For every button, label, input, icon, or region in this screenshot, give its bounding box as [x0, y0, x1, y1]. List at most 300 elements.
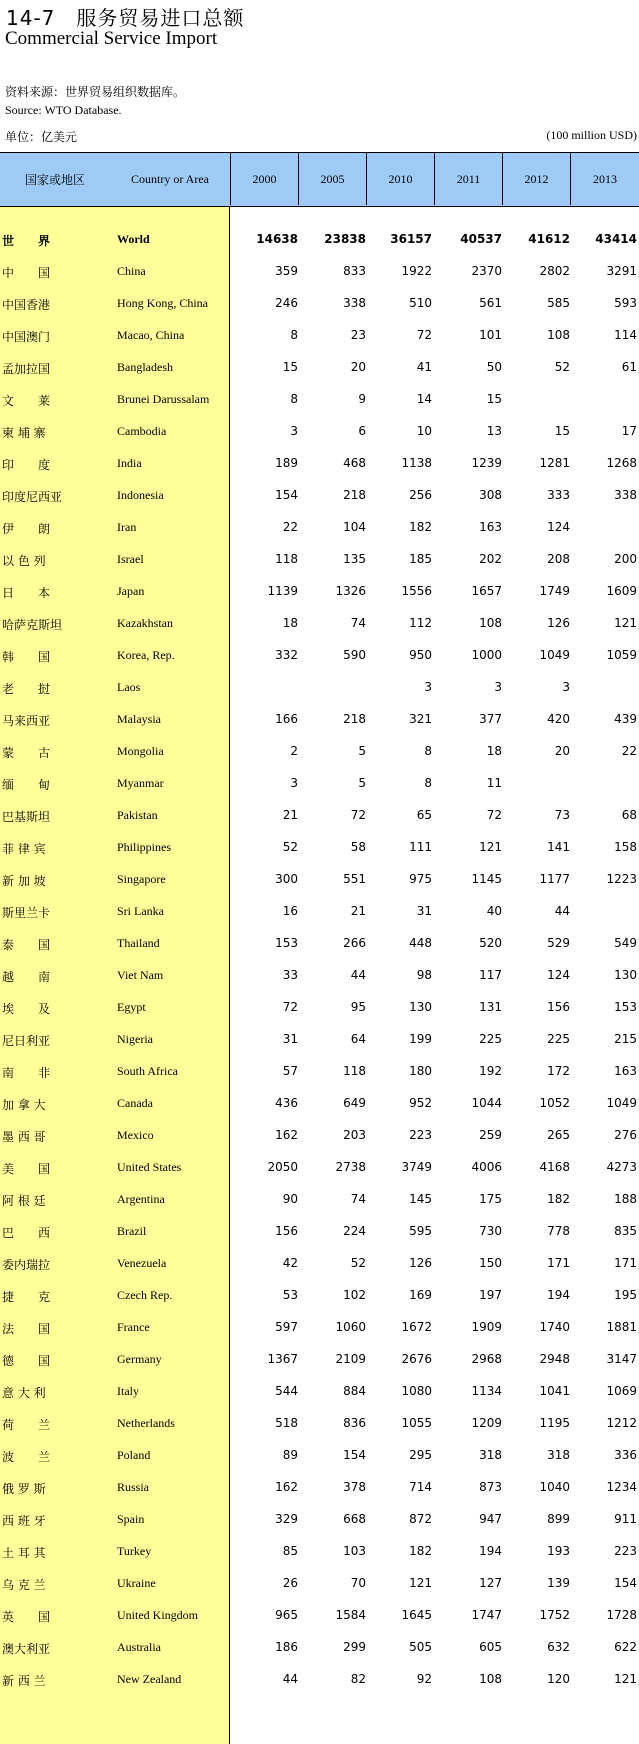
country-name-en: Korea, Rep.	[117, 648, 175, 662]
value-cell: 1922	[401, 264, 432, 278]
table-row	[0, 1640, 639, 1660]
value-cell: 595	[409, 1224, 432, 1238]
value-cell: 17	[621, 424, 637, 438]
country-name-en: Turkey	[117, 1544, 152, 1558]
value-cell: 18	[282, 616, 298, 630]
value-cell: 3	[562, 680, 570, 694]
value-cell: 1209	[471, 1416, 502, 1430]
value-cell: 120	[547, 1672, 570, 1686]
value-cell: 33	[282, 968, 298, 982]
table-row	[0, 392, 639, 412]
value-cell: 171	[614, 1256, 637, 1270]
header-year: 2005	[298, 153, 366, 205]
value-cell: 1049	[606, 1096, 637, 1110]
country-name-cn: 巴 西	[2, 1226, 51, 1240]
value-cell: 223	[614, 1544, 637, 1558]
table-row	[0, 1384, 639, 1404]
value-cell: 108	[479, 1672, 502, 1686]
country-name-en: Germany	[117, 1352, 162, 1366]
value-cell: 111	[409, 840, 432, 854]
country-name-en: Ukraine	[117, 1576, 156, 1590]
value-cell: 53	[282, 1288, 298, 1302]
value-cell: 199	[409, 1032, 432, 1046]
value-cell: 1069	[606, 1384, 637, 1398]
value-cell: 85	[282, 1544, 298, 1558]
value-cell: 299	[343, 1640, 366, 1654]
table-row	[0, 936, 639, 956]
value-cell: 3749	[401, 1160, 432, 1174]
value-cell: 16	[282, 904, 298, 918]
value-cell: 4006	[471, 1160, 502, 1174]
country-name-cn: 柬 埔 寨	[2, 426, 46, 440]
value-cell: 1195	[539, 1416, 570, 1430]
value-cell: 1609	[606, 584, 637, 598]
country-name-cn: 巴基斯坦	[2, 810, 51, 824]
value-cell: 124	[547, 520, 570, 534]
country-name-cn: 缅 甸	[2, 778, 51, 792]
value-cell: 3	[290, 424, 298, 438]
value-cell: 911	[614, 1512, 637, 1526]
value-cell: 833	[343, 264, 366, 278]
table-row	[0, 1320, 639, 1340]
value-cell: 31	[416, 904, 432, 918]
value-cell: 36157	[390, 232, 432, 246]
value-cell: 1749	[539, 584, 570, 598]
table-row	[0, 1128, 639, 1148]
value-cell: 551	[343, 872, 366, 886]
country-name-en: United Kingdom	[117, 1608, 198, 1622]
value-cell: 126	[409, 1256, 432, 1270]
table-row	[0, 488, 639, 508]
value-cell: 1234	[606, 1480, 637, 1494]
value-cell: 40	[486, 904, 502, 918]
value-cell: 44	[350, 968, 366, 982]
value-cell: 162	[275, 1128, 298, 1142]
table-row	[0, 520, 639, 540]
value-cell: 649	[343, 1096, 366, 1110]
value-cell: 359	[275, 264, 298, 278]
country-name-cn: 南 非	[2, 1066, 51, 1080]
value-cell: 1645	[401, 1608, 432, 1622]
value-cell: 202	[479, 552, 502, 566]
value-cell: 872	[409, 1512, 432, 1526]
table-row	[0, 1032, 639, 1052]
value-cell: 154	[275, 488, 298, 502]
table-row	[0, 904, 639, 924]
value-cell: 378	[343, 1480, 366, 1494]
table-row	[0, 552, 639, 572]
value-cell: 2	[290, 744, 298, 758]
value-cell: 26	[282, 1576, 298, 1590]
value-cell: 1145	[471, 872, 502, 886]
value-cell: 3	[494, 680, 502, 694]
value-cell: 121	[614, 616, 637, 630]
country-name-cn: 伊 朗	[2, 522, 51, 536]
value-cell: 135	[343, 552, 366, 566]
value-cell: 225	[479, 1032, 502, 1046]
value-cell: 203	[343, 1128, 366, 1142]
value-cell: 622	[614, 1640, 637, 1654]
value-cell: 215	[614, 1032, 637, 1046]
table-title-cn: 14-7 服务贸易进口总额	[6, 6, 245, 30]
value-cell: 1138	[401, 456, 432, 470]
value-cell: 505	[409, 1640, 432, 1654]
value-cell: 265	[547, 1128, 570, 1142]
value-cell: 884	[343, 1384, 366, 1398]
country-name-en: Venezuela	[117, 1256, 167, 1270]
value-cell: 43414	[595, 232, 637, 246]
value-cell: 98	[416, 968, 432, 982]
value-cell: 171	[547, 1256, 570, 1270]
country-name-en: Singapore	[117, 872, 166, 886]
value-cell: 256	[409, 488, 432, 502]
value-cell: 308	[479, 488, 502, 502]
value-cell: 21	[350, 904, 366, 918]
value-cell: 72	[282, 1000, 298, 1014]
value-cell: 73	[554, 808, 570, 822]
value-cell: 42	[282, 1256, 298, 1270]
country-name-cn: 文 莱	[2, 394, 51, 408]
value-cell: 52	[282, 840, 298, 854]
country-name-cn: 蒙 古	[2, 746, 51, 760]
value-cell: 102	[343, 1288, 366, 1302]
value-cell: 50	[486, 360, 502, 374]
header-country-cn: 国家或地区	[24, 172, 85, 187]
table-row	[0, 840, 639, 860]
value-cell: 2802	[539, 264, 570, 278]
value-cell: 64	[350, 1032, 366, 1046]
table-row	[0, 968, 639, 988]
value-cell: 778	[547, 1224, 570, 1238]
table-row	[0, 1256, 639, 1276]
value-cell: 20	[350, 360, 366, 374]
value-cell: 332	[275, 648, 298, 662]
value-cell: 1055	[401, 1416, 432, 1430]
country-name-cn: 以 色 列	[2, 554, 46, 568]
value-cell: 510	[409, 296, 432, 310]
value-cell: 1080	[401, 1384, 432, 1398]
value-cell: 1134	[471, 1384, 502, 1398]
value-cell: 3291	[606, 264, 637, 278]
value-cell: 44	[282, 1672, 298, 1686]
country-name-cn: 世 界	[2, 234, 51, 248]
table-row	[0, 1576, 639, 1596]
table-row	[0, 328, 639, 348]
value-cell: 72	[350, 808, 366, 822]
value-cell: 377	[479, 712, 502, 726]
value-cell: 124	[547, 968, 570, 982]
value-cell: 14	[416, 392, 432, 406]
value-cell: 518	[275, 1416, 298, 1430]
country-name-cn: 孟加拉国	[2, 362, 51, 376]
value-cell: 223	[409, 1128, 432, 1142]
value-cell: 714	[409, 1480, 432, 1494]
value-cell: 163	[479, 520, 502, 534]
table-row	[0, 1160, 639, 1180]
country-name-cn: 新 西 兰	[2, 1674, 46, 1688]
country-name-en: Hong Kong, China	[117, 296, 208, 310]
country-name-en: India	[117, 456, 142, 470]
country-name-cn: 西 班 牙	[2, 1514, 46, 1528]
value-cell: 952	[409, 1096, 432, 1110]
value-cell: 108	[479, 616, 502, 630]
value-cell: 52	[350, 1256, 366, 1270]
table-row	[0, 744, 639, 764]
header-year: 2013	[570, 153, 639, 205]
value-cell: 544	[275, 1384, 298, 1398]
value-cell: 166	[275, 712, 298, 726]
country-name-cn: 美 国	[2, 1162, 51, 1176]
country-name-en: Brunei Darussalam	[117, 392, 210, 406]
value-cell: 193	[547, 1544, 570, 1558]
value-cell: 1326	[335, 584, 366, 598]
value-cell: 108	[547, 328, 570, 342]
table-row	[0, 584, 639, 604]
value-cell: 162	[275, 1480, 298, 1494]
value-cell: 4273	[606, 1160, 637, 1174]
country-name-en: Philippines	[117, 840, 172, 854]
country-name-cn: 斯里兰卡	[2, 906, 51, 920]
value-cell: 8	[424, 776, 432, 790]
table-row	[0, 1000, 639, 1020]
value-cell: 15	[554, 424, 570, 438]
value-cell: 22	[282, 520, 298, 534]
value-cell: 276	[614, 1128, 637, 1142]
data-table	[0, 152, 639, 1744]
value-cell: 947	[479, 1512, 502, 1526]
value-cell: 899	[547, 1512, 570, 1526]
country-name-cn: 印 度	[2, 458, 51, 472]
country-name-en: Bangladesh	[117, 360, 173, 374]
header-year: 2010	[366, 153, 434, 205]
table-row	[0, 1544, 639, 1564]
country-name-en: Russia	[117, 1480, 150, 1494]
country-name-cn: 越 南	[2, 970, 51, 984]
table-row	[0, 776, 639, 796]
value-cell: 520	[479, 936, 502, 950]
value-cell: 965	[275, 1608, 298, 1622]
country-name-en: Israel	[117, 552, 144, 566]
value-cell: 130	[409, 1000, 432, 1014]
value-cell: 975	[409, 872, 432, 886]
value-cell: 1000	[471, 648, 502, 662]
country-name-en: Pakistan	[117, 808, 158, 822]
value-cell: 14638	[256, 232, 298, 246]
value-cell: 1281	[539, 456, 570, 470]
value-cell: 1059	[606, 648, 637, 662]
value-cell: 9	[358, 392, 366, 406]
value-cell: 104	[343, 520, 366, 534]
value-cell: 72	[486, 808, 502, 822]
value-cell: 6	[358, 424, 366, 438]
table-row	[0, 264, 639, 284]
country-name-cn: 墨 西 哥	[2, 1130, 46, 1144]
country-name-cn: 埃 及	[2, 1002, 51, 1016]
value-cell: 259	[479, 1128, 502, 1142]
value-cell: 1177	[539, 872, 570, 886]
value-cell: 668	[343, 1512, 366, 1526]
value-cell: 145	[409, 1192, 432, 1206]
country-name-en: Canada	[117, 1096, 153, 1110]
value-cell: 1212	[606, 1416, 637, 1430]
table-row	[0, 296, 639, 316]
value-cell: 730	[479, 1224, 502, 1238]
value-cell: 436	[275, 1096, 298, 1110]
value-cell: 5	[358, 744, 366, 758]
country-name-cn: 波 兰	[2, 1450, 51, 1464]
value-cell: 549	[614, 936, 637, 950]
value-cell: 22	[621, 744, 637, 758]
value-cell: 468	[343, 456, 366, 470]
value-cell: 172	[547, 1064, 570, 1078]
unit-label-cn: 单位：亿美元	[5, 130, 78, 144]
value-cell: 448	[409, 936, 432, 950]
source-note-en: Source: WTO Database.	[5, 103, 122, 117]
value-cell: 338	[343, 296, 366, 310]
country-name-en: World	[117, 232, 150, 246]
value-cell: 329	[275, 1512, 298, 1526]
header-year: 2000	[230, 153, 298, 205]
country-name-cn: 乌 克 兰	[2, 1578, 46, 1592]
table-row	[0, 872, 639, 892]
value-cell: 295	[409, 1448, 432, 1462]
value-cell: 15	[282, 360, 298, 374]
value-cell: 68	[621, 808, 637, 822]
country-name-cn: 法 国	[2, 1322, 51, 1336]
country-name-cn: 英 国	[2, 1610, 51, 1624]
value-cell: 1584	[335, 1608, 366, 1622]
value-cell: 1239	[471, 456, 502, 470]
country-name-cn: 中 国	[2, 266, 51, 280]
value-cell: 13	[486, 424, 502, 438]
value-cell: 197	[479, 1288, 502, 1302]
country-name-cn: 菲 律 宾	[2, 842, 46, 856]
value-cell: 8	[424, 744, 432, 758]
value-cell: 3	[424, 680, 432, 694]
value-cell: 1747	[471, 1608, 502, 1622]
value-cell: 2676	[401, 1352, 432, 1366]
value-cell: 65	[416, 808, 432, 822]
country-name-en: Myanmar	[117, 776, 164, 790]
country-name-cn: 土 耳 其	[2, 1546, 46, 1560]
value-cell: 175	[479, 1192, 502, 1206]
table-row	[0, 616, 639, 636]
value-cell: 150	[479, 1256, 502, 1270]
value-cell: 61	[621, 360, 637, 374]
value-cell: 561	[479, 296, 502, 310]
value-cell: 266	[343, 936, 366, 950]
value-cell: 10	[416, 424, 432, 438]
value-cell: 169	[409, 1288, 432, 1302]
value-cell: 529	[547, 936, 570, 950]
table-row	[0, 1096, 639, 1116]
value-cell: 224	[343, 1224, 366, 1238]
value-cell: 1881	[606, 1320, 637, 1334]
value-cell: 156	[275, 1224, 298, 1238]
country-name-cn: 荷 兰	[2, 1418, 51, 1432]
value-cell: 121	[479, 840, 502, 854]
table-row	[0, 648, 639, 668]
value-cell: 2968	[471, 1352, 502, 1366]
value-cell: 11	[486, 776, 502, 790]
table-header	[0, 152, 639, 207]
country-name-cn: 新 加 坡	[2, 874, 46, 888]
value-cell: 70	[350, 1576, 366, 1590]
value-cell: 5	[358, 776, 366, 790]
country-name-cn: 尼日利亚	[2, 1034, 51, 1048]
value-cell: 835	[614, 1224, 637, 1238]
value-cell: 585	[547, 296, 570, 310]
value-cell: 597	[275, 1320, 298, 1334]
value-cell: 72	[416, 328, 432, 342]
value-cell: 154	[614, 1576, 637, 1590]
value-cell: 141	[547, 840, 570, 854]
country-name-en: Malaysia	[117, 712, 161, 726]
value-cell: 127	[479, 1576, 502, 1590]
table-row	[0, 360, 639, 380]
value-cell: 52	[554, 360, 570, 374]
value-cell: 153	[275, 936, 298, 950]
value-cell: 873	[479, 1480, 502, 1494]
value-cell: 18	[486, 744, 502, 758]
value-cell: 1728	[606, 1608, 637, 1622]
source-note-cn: 资料来源：世界贸易组织数据库。	[5, 85, 186, 99]
value-cell: 200	[614, 552, 637, 566]
value-cell: 103	[343, 1544, 366, 1558]
header-year: 2011	[434, 153, 502, 205]
value-cell: 218	[343, 488, 366, 502]
value-cell: 20	[554, 744, 570, 758]
value-cell: 92	[416, 1672, 432, 1686]
value-cell: 189	[275, 456, 298, 470]
country-name-en: Poland	[117, 1448, 151, 1462]
country-name-en: South Africa	[117, 1064, 178, 1078]
value-cell: 118	[275, 552, 298, 566]
value-cell: 90	[282, 1192, 298, 1206]
value-cell: 321	[409, 712, 432, 726]
value-cell: 117	[479, 968, 502, 982]
value-cell: 139	[547, 1576, 570, 1590]
country-name-en: Iran	[117, 520, 137, 534]
value-cell: 182	[409, 520, 432, 534]
value-cell: 1139	[267, 584, 298, 598]
value-cell: 4168	[539, 1160, 570, 1174]
country-name-en: Mongolia	[117, 744, 164, 758]
value-cell: 130	[614, 968, 637, 982]
value-cell: 336	[614, 1448, 637, 1462]
country-name-cn: 日 本	[2, 586, 51, 600]
value-cell: 114	[614, 328, 637, 342]
country-name-cn: 马来西亚	[2, 714, 51, 728]
country-name-en: Laos	[117, 680, 141, 694]
unit-label-en: (100 million USD)	[546, 128, 637, 142]
value-cell: 82	[350, 1672, 366, 1686]
value-cell: 101	[479, 328, 502, 342]
value-cell: 1752	[539, 1608, 570, 1622]
value-cell: 1041	[539, 1384, 570, 1398]
value-cell: 1040	[539, 1480, 570, 1494]
value-cell: 2109	[335, 1352, 366, 1366]
value-cell: 163	[614, 1064, 637, 1078]
country-name-cn: 德 国	[2, 1354, 51, 1368]
country-name-en: Spain	[117, 1512, 145, 1526]
value-cell: 194	[479, 1544, 502, 1558]
value-cell: 1223	[606, 872, 637, 886]
value-cell: 121	[409, 1576, 432, 1590]
table-row	[0, 232, 639, 252]
table-row	[0, 1608, 639, 1628]
value-cell: 44	[554, 904, 570, 918]
